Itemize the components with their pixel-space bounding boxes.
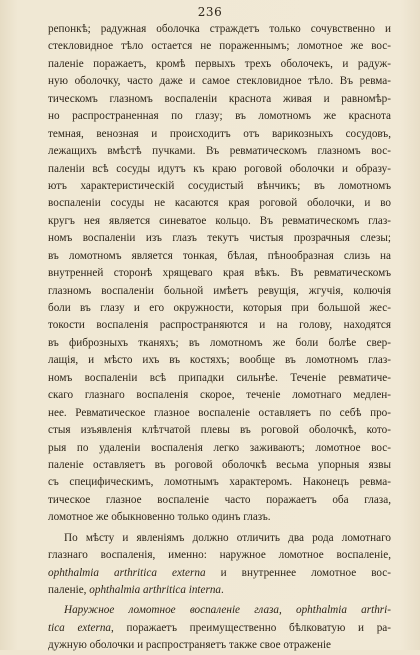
text-line: въ ломотномъ является тонкая, бѣлая, пѣнообразная слизь на [48, 249, 391, 262]
text-line: номъ воспаленіи изъ глазъ текутъ чистыя прозрачныя слезы; [48, 232, 391, 245]
italic-text: tica externa [48, 621, 112, 634]
paragraph [48, 602, 391, 654]
text-line: тическое глазное воспаленіе часто поражаетъ оба глаза, [48, 493, 391, 506]
text-line [48, 565, 391, 582]
text-line: но распространенная по глазу; въ ломотномъ же краснота [48, 110, 391, 123]
text-line [48, 620, 391, 637]
italic-text: ophthalmia arthritica externa [48, 566, 206, 579]
text-line: ломотное же обыкновенно только одинъ глазъ. [48, 511, 271, 524]
text-segment: , поражаетъ преимущественно бѣлковатую и ра- [111, 621, 391, 634]
text-line: лежащихъ вмѣстѣ пучками. Въ ревматическомъ глазномъ вос- [48, 145, 391, 158]
text-segment: . [221, 584, 224, 596]
paragraph [48, 530, 391, 600]
text-line: По мѣсту и явленіямъ должно отличить два рода ломотнаго [64, 531, 391, 544]
text-line: кругъ нея является синеватое кольцо. Въ ревматическомъ глаз- [48, 214, 391, 227]
text-line: тическомъ глазномъ воспаленіи краснота живая и равномѣр- [48, 92, 391, 105]
text-line: глазнаго воспаленія, именно: наружное ломотное воспаленіе, [48, 549, 391, 562]
paragraph [48, 21, 391, 527]
text-line: лащія, и мѣсто ихъ въ костяхъ; вообще въ ломотномъ глаз- [48, 354, 391, 367]
text-line: воспаленіи сосуды не касаются края роговой оболочки, и во [48, 197, 391, 210]
italic-text: ophthalmia arthritica interna [89, 584, 222, 596]
text-segment: паленіе, [48, 584, 90, 596]
text-line: ютъ характеристическій сосудистый вѣнчикъ; въ ломотномъ [48, 179, 391, 192]
text-line: номъ воспаленіи всѣ припадки сильнѣе. Теченіе ревматиче- [48, 371, 391, 384]
text-line: репонкѣ; радужная оболочка страждетъ только сочувственно и [48, 23, 391, 35]
text-line: дужную оболочки и распространяетъ также свое отраженіе [48, 639, 332, 652]
text-line: ную оболочку, часто даже и самое стекловидное тѣло. Въ ревма- [48, 75, 391, 88]
page-number: 236 [197, 5, 223, 19]
text-line: темная, венозная и происходитъ отъ варикозныхъ сосудовъ, [48, 127, 391, 140]
text-line [48, 602, 391, 619]
text-line: боли въ глазу и его окружности, которыя при большой жес- [48, 302, 391, 314]
italic-text: Наружное ломотное воспаленіе глаза, ophthalmia arthri- [64, 604, 391, 617]
text-line: паленіе поражаетъ, кромѣ первыхъ трехъ оболочекъ, и радуж- [48, 57, 391, 70]
text-line: съ специфическимъ, ломотнымъ характеромъ. Наконецъ ревма- [48, 476, 391, 489]
text-line: стыя изъявленія клѣтчатой плевы въ роговой оболочкѣ, кото- [48, 424, 391, 437]
text-line: рыя по удаленіи воспаленія легко заживаютъ; ломотное вос- [48, 441, 391, 454]
body-text [48, 21, 391, 655]
text-line: паленіе оставляетъ въ роговой оболочкѣ весьма упорныя язвы [48, 458, 391, 471]
text-line: скаго глазнаго воспаленія скорое, теченіе ломотнаго медлен- [48, 389, 391, 402]
text-line: нее. Ревматическое глазное воспаленіе оставляетъ по себѣ про- [48, 406, 391, 419]
text-line: глазномъ воспаленіи больной имѣетъ ревущія, жгучія, колючія [48, 284, 391, 297]
text-line [48, 582, 391, 599]
text-segment: и внутреннее ломотное вос- [205, 566, 391, 579]
text-line: токости воспаленія распространяются и на голову, находятся [48, 319, 391, 332]
text-line: въ фиброзныхъ тканяхъ; въ ломотномъ же боли болѣе свер- [48, 336, 391, 349]
text-line: внутренней сторонѣ хрящеваго края вѣкъ. Въ ревматическомъ [48, 267, 391, 280]
text-line: паленіи всѣ сосуды идутъ къ краю роговой оболочки и образу- [48, 162, 391, 175]
text-line: стекловидное тѣло остается не пораженнымъ; ломотное же вос- [48, 40, 391, 53]
